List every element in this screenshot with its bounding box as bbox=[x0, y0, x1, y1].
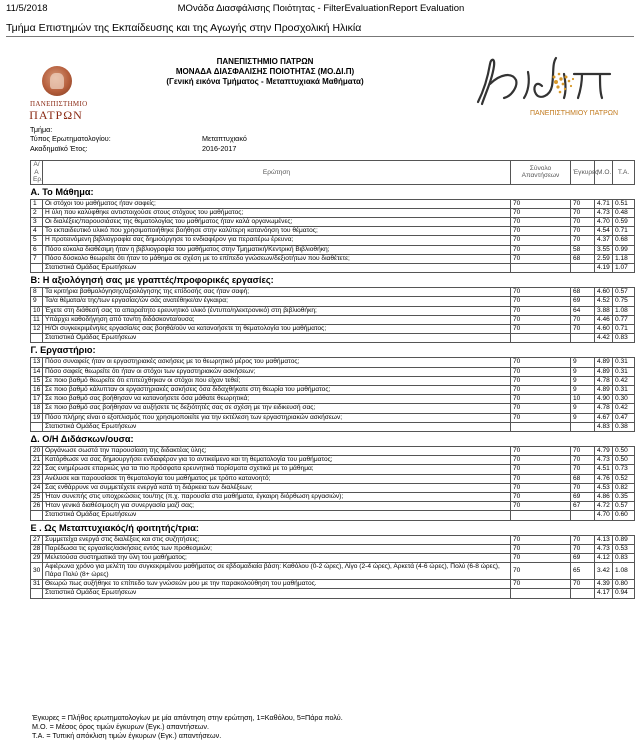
mean-value: 4.60 bbox=[595, 288, 613, 297]
mean-value: 4.73 bbox=[595, 456, 613, 465]
question-text: Οι στόχοι του μαθήματος ήταν σαφείς; bbox=[43, 199, 511, 208]
legend-line: Έγκυρες = Πλήθος ερωτηματολογίων με μία απάντηση στην ερώτηση, 1=Καθόλου, 5=Πάρα πολύ. bbox=[32, 713, 343, 722]
std-dev-value: 0.83 bbox=[613, 554, 635, 563]
valid-answers: 9 bbox=[571, 385, 595, 394]
valid-answers: 70 bbox=[571, 544, 595, 553]
mean-value: 4.52 bbox=[595, 297, 613, 306]
question-number: 8 bbox=[31, 288, 43, 297]
meta-value: 2016-2017 bbox=[202, 143, 237, 153]
valid-answers: 68 bbox=[571, 254, 595, 263]
question-number: 1 bbox=[31, 199, 43, 208]
total-answers: 70 bbox=[511, 413, 571, 422]
section-statistics-row bbox=[31, 334, 635, 343]
valid-answers: 70 bbox=[571, 208, 595, 217]
total-answers: 70 bbox=[511, 288, 571, 297]
table-row bbox=[31, 465, 635, 474]
column-header-mean: Μ.Ο. bbox=[595, 161, 613, 185]
statistics-mean: 4.19 bbox=[595, 263, 613, 272]
mean-value: 4.86 bbox=[595, 492, 613, 501]
question-number: 17 bbox=[31, 395, 43, 404]
statistics-mean: 4.42 bbox=[595, 334, 613, 343]
empty-cell bbox=[571, 263, 595, 272]
column-header-question: Ερώτηση bbox=[43, 161, 511, 185]
table-row bbox=[31, 544, 635, 553]
empty-cell bbox=[571, 511, 595, 520]
question-text: Η προτεινόμενη βιβλιογραφία σας δημιούργησε το ενδιαφέρον για περαιτέρω έρευνα; bbox=[43, 236, 511, 245]
university-logo-line1: ΠΑΝΕΠΙΣΤΗΜΙΟ bbox=[30, 100, 88, 108]
mean-value: 4.70 bbox=[595, 217, 613, 226]
valid-answers: 70 bbox=[571, 580, 595, 589]
question-number: 23 bbox=[31, 474, 43, 483]
statistics-label: Στατιστικά Ομάδας Ερωτήσεων bbox=[43, 422, 511, 431]
total-answers: 70 bbox=[511, 474, 571, 483]
empty-cell bbox=[31, 263, 43, 272]
valid-answers: 69 bbox=[571, 297, 595, 306]
statistics-mean: 4.70 bbox=[595, 511, 613, 520]
table-row bbox=[31, 358, 635, 367]
valid-answers: 70 bbox=[571, 324, 595, 333]
question-number: 5 bbox=[31, 236, 43, 245]
mean-value: 3.55 bbox=[595, 245, 613, 254]
question-number: 9 bbox=[31, 297, 43, 306]
valid-answers: 70 bbox=[571, 446, 595, 455]
question-text: Παρέδωσα τις εργασίες/ασκήσεις εντός των προθεσμιών; bbox=[43, 544, 511, 553]
table-row bbox=[31, 254, 635, 263]
question-text: Πόσο πλήρης είναι ο εξοπλισμός που χρησιμοποιείτε για την εκτέλεση των εργαστηριακών ασκήσεων; bbox=[43, 413, 511, 422]
table-body bbox=[31, 184, 635, 598]
table-row bbox=[31, 236, 635, 245]
total-answers: 70 bbox=[511, 535, 571, 544]
question-text: Ήταν συνεπής στις υποχρεώσεις του/της (π.χ. παρουσία στα μαθήματα, έγκαιρη διόρθωση εργασιών); bbox=[43, 492, 511, 501]
table-row bbox=[31, 456, 635, 465]
question-text: Πόσο εύκολα διαθέσιμη ήταν η βιβλιογραφία του μαθήματος στην Τμηματική/Κεντρική Βιβλιοθήκη; bbox=[43, 245, 511, 254]
std-dev-value: 0.57 bbox=[613, 502, 635, 511]
total-answers: 70 bbox=[511, 483, 571, 492]
total-answers: 70 bbox=[511, 315, 571, 324]
question-text: Σας ενημέρωσε επαρκώς για τα πιο πρόσφατα ερευνητικά πορίσματα σχετικά με το μάθημα; bbox=[43, 465, 511, 474]
table-row bbox=[31, 474, 635, 483]
valid-answers: 9 bbox=[571, 404, 595, 413]
meta-value: Μεταπτυχιακό bbox=[202, 134, 247, 144]
valid-answers: 70 bbox=[571, 483, 595, 492]
statistics-std-dev: 1.07 bbox=[613, 263, 635, 272]
total-answers: 70 bbox=[511, 367, 571, 376]
mean-value: 4.60 bbox=[595, 324, 613, 333]
question-number: 22 bbox=[31, 465, 43, 474]
meta-label: Ακαδημαϊκό Έτος: bbox=[30, 143, 88, 153]
section-statistics-row bbox=[31, 589, 635, 598]
valid-answers: 70 bbox=[571, 465, 595, 474]
question-text: Σε ποιο βαθμό σας βοήθησαν να αυξήσετε τις δεξιότητές σας σε σχέση με την ειδικευσή σας; bbox=[43, 404, 511, 413]
question-number: 16 bbox=[31, 385, 43, 394]
empty-cell bbox=[511, 589, 571, 598]
total-answers: 70 bbox=[511, 563, 571, 580]
table-row bbox=[31, 245, 635, 254]
question-text: Συμμετείχα ενεργά στις διαλέξεις και στις συζητήσεις; bbox=[43, 535, 511, 544]
evaluation-table bbox=[30, 160, 635, 599]
std-dev-value: 0.71 bbox=[613, 227, 635, 236]
table-row bbox=[31, 535, 635, 544]
std-dev-value: 0.51 bbox=[613, 199, 635, 208]
total-answers: 70 bbox=[511, 580, 571, 589]
question-number: 4 bbox=[31, 227, 43, 236]
statistics-std-dev: 0.94 bbox=[613, 589, 635, 598]
legend-line: Τ.Α. = Τυπική απόκλιση τιμών έγκυρων (Εγκ.) απαντήσεων. bbox=[32, 731, 222, 741]
question-number: 18 bbox=[31, 404, 43, 413]
statistics-label: Στατιστικά Ομάδας Ερωτήσεων bbox=[43, 334, 511, 343]
valid-answers: 68 bbox=[571, 288, 595, 297]
valid-answers: 68 bbox=[571, 474, 595, 483]
table-row bbox=[31, 395, 635, 404]
total-answers: 70 bbox=[511, 227, 571, 236]
question-number: 2 bbox=[31, 208, 43, 217]
table-row bbox=[31, 492, 635, 501]
mean-value: 4.46 bbox=[595, 315, 613, 324]
question-number: 24 bbox=[31, 483, 43, 492]
question-number: 10 bbox=[31, 306, 43, 315]
total-answers: 70 bbox=[511, 385, 571, 394]
table-row bbox=[31, 324, 635, 333]
empty-cell bbox=[571, 334, 595, 343]
empty-cell bbox=[511, 511, 571, 520]
statistics-mean: 4.83 bbox=[595, 422, 613, 431]
question-number: 6 bbox=[31, 245, 43, 254]
valid-answers: 10 bbox=[571, 395, 595, 404]
table-row bbox=[31, 217, 635, 226]
mean-value: 4.73 bbox=[595, 544, 613, 553]
question-text: Υπάρχει καθοδήγηση από τον/τη διδάσκοντα/ουσα; bbox=[43, 315, 511, 324]
std-dev-value: 0.35 bbox=[613, 492, 635, 501]
table-row bbox=[31, 446, 635, 455]
empty-cell bbox=[31, 422, 43, 431]
question-text: Κατόρθωσε να σας δημιουργήσει ενδιαφέρον για το αντικείμενο και τη θεματολογία του μαθήματος; bbox=[43, 456, 511, 465]
column-header-aa: Α/Α Ερ. bbox=[31, 161, 43, 185]
std-dev-value: 0.48 bbox=[613, 208, 635, 217]
std-dev-value: 0.89 bbox=[613, 535, 635, 544]
table-row bbox=[31, 227, 635, 236]
empty-cell bbox=[511, 422, 571, 431]
table-row bbox=[31, 315, 635, 324]
valid-answers: 9 bbox=[571, 358, 595, 367]
legend-line: Μ.Ο. = Μέσος όρος τιμών έγκυρων (Εγκ.) απαντήσεων. bbox=[32, 722, 209, 732]
report-header-line3: (Γενική εικόνα Τμήματος - Μεταπτυχιακά Μαθήματα) bbox=[166, 77, 364, 86]
total-answers: 70 bbox=[511, 502, 571, 511]
table-row bbox=[31, 288, 635, 297]
valid-answers: 69 bbox=[571, 492, 595, 501]
mean-value: 4.71 bbox=[595, 199, 613, 208]
table-row bbox=[31, 580, 635, 589]
section-title: Γ. Εργαστήριο: bbox=[30, 345, 96, 356]
question-text: Οι διαλέξεις/παρουσιάσεις της θεματολογίας του μαθήματος ήταν καλά οργανωμένες; bbox=[43, 217, 511, 226]
table-row bbox=[31, 483, 635, 492]
section-statistics-row bbox=[31, 511, 635, 520]
total-answers: 70 bbox=[511, 217, 571, 226]
question-number: 13 bbox=[31, 358, 43, 367]
total-answers: 70 bbox=[511, 395, 571, 404]
total-answers: 70 bbox=[511, 376, 571, 385]
std-dev-value: 0.80 bbox=[613, 580, 635, 589]
legend-notes bbox=[32, 713, 343, 741]
header-divider bbox=[6, 36, 634, 37]
statistics-std-dev: 0.38 bbox=[613, 422, 635, 431]
question-number: 26 bbox=[31, 502, 43, 511]
std-dev-value: 0.73 bbox=[613, 465, 635, 474]
mean-value: 4.73 bbox=[595, 208, 613, 217]
question-number: 31 bbox=[31, 580, 43, 589]
question-text: Σας ενθάρρυνε να συμμετέχετε ενεργά κατά τη διάρκεια των διαλέξεων; bbox=[43, 483, 511, 492]
table-row bbox=[31, 306, 635, 315]
question-number: 15 bbox=[31, 376, 43, 385]
section-heading-row bbox=[31, 431, 635, 446]
report-header-line1: ΠΑΝΕΠΙΣΤΗΜΙΟ ΠΑΤΡΩΝ bbox=[216, 57, 314, 66]
question-number: 28 bbox=[31, 544, 43, 553]
valid-answers: 64 bbox=[571, 306, 595, 315]
section-title: Β: Η αξιολόγησή σας με γραπτές/προφορικές εργασίες: bbox=[30, 275, 274, 286]
mean-value: 4.89 bbox=[595, 385, 613, 394]
section-title: Δ. Ο/Η Διδάσκων/ουσα: bbox=[30, 433, 134, 444]
valid-answers: 70 bbox=[571, 199, 595, 208]
question-text: Πόσο δύσκολο θεωρείτε ότι ήταν το μάθημα σε σχέση με το επίπεδο γνώσεων/δεξιοτήτων που διαθέτετε; bbox=[43, 254, 511, 263]
total-answers: 70 bbox=[511, 404, 571, 413]
empty-cell bbox=[571, 589, 595, 598]
question-number: 14 bbox=[31, 367, 43, 376]
total-answers: 70 bbox=[511, 297, 571, 306]
question-number: 11 bbox=[31, 315, 43, 324]
section-heading-row bbox=[31, 343, 635, 358]
std-dev-value: 0.31 bbox=[613, 367, 635, 376]
total-answers: 70 bbox=[511, 446, 571, 455]
table-row bbox=[31, 385, 635, 394]
meta-label: Τμήμα: bbox=[30, 125, 53, 134]
valid-answers: 70 bbox=[571, 227, 595, 236]
question-number: 3 bbox=[31, 217, 43, 226]
total-answers: 70 bbox=[511, 465, 571, 474]
question-text: Μελετούσα συστηματικά την ύλη του μαθήματος; bbox=[43, 554, 511, 563]
valid-answers: 58 bbox=[571, 245, 595, 254]
std-dev-value: 0.47 bbox=[613, 413, 635, 422]
valid-answers: 70 bbox=[571, 535, 595, 544]
statistics-label: Στατιστικά Ομάδας Ερωτήσεων bbox=[43, 511, 511, 520]
std-dev-value: 0.31 bbox=[613, 385, 635, 394]
section-heading-row bbox=[31, 520, 635, 535]
mean-value: 4.90 bbox=[595, 395, 613, 404]
question-text: Έχετε στη διάθεσή σας το απαραίτητο ερευνητικό υλικό (έντυπο/ηλεκτρονικό) στη βιβλιοθήκη; bbox=[43, 306, 511, 315]
question-text: Σε ποιο βαθμό θεωρείτε ότι επιτεύχθηκαν οι στόχοι που είχαν τεθεί; bbox=[43, 376, 511, 385]
mean-value: 4.54 bbox=[595, 227, 613, 236]
question-text: Πόσο σαφείς θεωρείτε ότι ήταν οι στόχοι των εργαστηριακών ασκήσεων; bbox=[43, 367, 511, 376]
valid-answers: 70 bbox=[571, 217, 595, 226]
valid-answers: 70 bbox=[571, 315, 595, 324]
empty-cell bbox=[511, 263, 571, 272]
column-header-valid: Έγκυρες bbox=[571, 161, 595, 185]
print-title: ΜΟνάδα Διασφάλισης Ποιότητας - FilterEvaluationReport Evaluation bbox=[177, 3, 465, 14]
question-number: 19 bbox=[31, 413, 43, 422]
std-dev-value: 0.42 bbox=[613, 376, 635, 385]
std-dev-value: 0.53 bbox=[613, 544, 635, 553]
empty-cell bbox=[31, 589, 43, 598]
mean-value: 4.78 bbox=[595, 376, 613, 385]
std-dev-value: 0.71 bbox=[613, 324, 635, 333]
valid-answers: 69 bbox=[571, 554, 595, 563]
std-dev-value: 0.30 bbox=[613, 395, 635, 404]
empty-cell bbox=[31, 334, 43, 343]
section-heading-row bbox=[31, 273, 635, 288]
total-answers: 70 bbox=[511, 236, 571, 245]
mean-value: 2.59 bbox=[595, 254, 613, 263]
question-text: Ήταν γενικά διαθέσιμος/η για συνεργασία μαζί σας; bbox=[43, 502, 511, 511]
mean-value: 4.72 bbox=[595, 502, 613, 511]
mean-value: 4.51 bbox=[595, 465, 613, 474]
mean-value: 4.13 bbox=[595, 535, 613, 544]
mean-value: 4.79 bbox=[595, 446, 613, 455]
table-row bbox=[31, 502, 635, 511]
university-logo-line2: ΠΑΤΡΩΝ bbox=[29, 108, 83, 122]
mean-value: 4.37 bbox=[595, 236, 613, 245]
column-header-sd: Τ.Α. bbox=[613, 161, 635, 185]
question-number: 29 bbox=[31, 554, 43, 563]
valid-answers: 9 bbox=[571, 376, 595, 385]
print-date: 11/5/2018 bbox=[6, 3, 48, 14]
question-number: 25 bbox=[31, 492, 43, 501]
std-dev-value: 1.18 bbox=[613, 254, 635, 263]
std-dev-value: 1.08 bbox=[613, 306, 635, 315]
department-title: Τμήμα Επιστημών της Εκπαίδευσης και της Αγωγής στην Προσχολική Ηλικία bbox=[6, 22, 362, 34]
question-number: 7 bbox=[31, 254, 43, 263]
total-answers: 70 bbox=[511, 358, 571, 367]
total-answers: 70 bbox=[511, 254, 571, 263]
section-title: Α. Το Μάθημα: bbox=[30, 186, 94, 197]
modip-logo-caption: ΠΑΝΕΠΙΣΤΗΜΙΟΥ ΠΑΤΡΩΝ bbox=[530, 110, 619, 117]
total-answers: 70 bbox=[511, 492, 571, 501]
table-row bbox=[31, 199, 635, 208]
mean-value: 3.42 bbox=[595, 563, 613, 580]
mean-value: 4.78 bbox=[595, 404, 613, 413]
std-dev-value: 1.08 bbox=[613, 563, 635, 580]
table-row bbox=[31, 404, 635, 413]
std-dev-value: 0.52 bbox=[613, 474, 635, 483]
statistics-std-dev: 0.60 bbox=[613, 511, 635, 520]
table-row bbox=[31, 554, 635, 563]
question-number: 27 bbox=[31, 535, 43, 544]
std-dev-value: 0.59 bbox=[613, 217, 635, 226]
valid-answers: 9 bbox=[571, 367, 595, 376]
section-heading-row bbox=[31, 184, 635, 199]
total-answers: 70 bbox=[511, 208, 571, 217]
table-row bbox=[31, 297, 635, 306]
column-header-total: Σύνολο Απαντήσεων bbox=[511, 161, 571, 185]
question-text: Αφιέρωνα χρόνο για μελέτη του συγκεκριμένου μαθήματος σε εβδομαδιαία βάση: Καθόλου (0-2 ώρες), Λίγο (2-4 ώρες), Αρκετά (4-6 ώρες), Πολύ (6-8 ώρες), Πάρα Πολύ (8+ ώρες) bbox=[43, 563, 511, 580]
total-answers: 70 bbox=[511, 245, 571, 254]
section-statistics-row bbox=[31, 263, 635, 272]
total-answers: 70 bbox=[511, 324, 571, 333]
question-number: 20 bbox=[31, 446, 43, 455]
question-text: Πόσο συναφείς ήταν οι εργαστηριακές ασκήσεις με το θεωρητικό μέρος του μαθήματος; bbox=[43, 358, 511, 367]
table-row bbox=[31, 367, 635, 376]
question-text: Σε ποιο βαθμό σας βοήθησαν να κατανοήσετε όσα μάθατε θεωρητικά; bbox=[43, 395, 511, 404]
question-text: Η/Οι συγκεκριμένη/ες εργασία/ες σας βοηθά/ούν να κατανοήσετε τη θεματολογία του μαθήματος; bbox=[43, 324, 511, 333]
question-text: Τα κριτήρια βαθμολόγησης/αξιολόγησης της επίδοσής σας ήταν σαφή; bbox=[43, 288, 511, 297]
question-text: Οργάνωσε σωστά την παρουσίαση της διδακτέας ύλης; bbox=[43, 446, 511, 455]
std-dev-value: 0.50 bbox=[613, 446, 635, 455]
std-dev-value: 0.68 bbox=[613, 236, 635, 245]
std-dev-value: 0.77 bbox=[613, 315, 635, 324]
empty-cell bbox=[511, 334, 571, 343]
std-dev-value: 0.31 bbox=[613, 358, 635, 367]
table-row bbox=[31, 413, 635, 422]
question-number: 21 bbox=[31, 456, 43, 465]
table-row bbox=[31, 376, 635, 385]
modip-logo-mark-icon bbox=[470, 52, 620, 112]
std-dev-value: 0.99 bbox=[613, 245, 635, 254]
std-dev-value: 0.57 bbox=[613, 288, 635, 297]
mean-value: 3.88 bbox=[595, 306, 613, 315]
valid-answers: 9 bbox=[571, 413, 595, 422]
std-dev-value: 0.75 bbox=[613, 297, 635, 306]
statistics-label: Στατιστικά Ομάδας Ερωτήσεων bbox=[43, 263, 511, 272]
mean-value: 4.12 bbox=[595, 554, 613, 563]
total-answers: 70 bbox=[511, 199, 571, 208]
question-number: 12 bbox=[31, 324, 43, 333]
modip-logo bbox=[470, 52, 620, 122]
statistics-mean: 4.17 bbox=[595, 589, 613, 598]
section-title: Ε . Ως Μεταπτυχιακός/ή φοιτητής/τρια: bbox=[30, 522, 199, 533]
statistics-label: Στατιστικά Ομάδας Ερωτήσεων bbox=[43, 589, 511, 598]
question-number: 30 bbox=[31, 563, 43, 580]
empty-cell bbox=[571, 422, 595, 431]
question-text: Η ύλη που καλύφθηκε αντιστοιχούσε στους στόχους του μαθήματος; bbox=[43, 208, 511, 217]
mean-value: 4.89 bbox=[595, 358, 613, 367]
table-header-row bbox=[31, 161, 635, 185]
print-header bbox=[0, 0, 642, 18]
valid-answers: 70 bbox=[571, 456, 595, 465]
valid-answers: 65 bbox=[571, 563, 595, 580]
report-header bbox=[150, 57, 380, 87]
question-text: Θεωρώ πως αυξήθηκε το επίπεδο των γνώσεών μου με την παρακολούθηση του μαθήματος. bbox=[43, 580, 511, 589]
empty-cell bbox=[31, 511, 43, 520]
std-dev-value: 0.82 bbox=[613, 483, 635, 492]
mean-value: 4.67 bbox=[595, 413, 613, 422]
std-dev-value: 0.50 bbox=[613, 456, 635, 465]
table-row bbox=[31, 208, 635, 217]
question-text: Ανέλυσε και παρουσίασε τη θεματολογία του μαθήματος με τρόπο κατανοητό; bbox=[43, 474, 511, 483]
valid-answers: 67 bbox=[571, 502, 595, 511]
question-text: Σε ποιο βαθμό κάλυπταν οι εργαστηριακές ασκήσεις όσα διδαχθήκατε στη θεωρία του μαθήματος; bbox=[43, 385, 511, 394]
university-logo bbox=[28, 60, 88, 130]
mean-value: 4.89 bbox=[595, 367, 613, 376]
valid-answers: 70 bbox=[571, 236, 595, 245]
total-answers: 70 bbox=[511, 306, 571, 315]
question-text: Το εκπαιδευτικό υλικό που χρησιμοποιήθηκε βοήθησε στην καλύτερη κατανόηση του θέματος; bbox=[43, 227, 511, 236]
report-header-line2: ΜΟΝΑΔΑ ΔΙΑΣΦΑΛΙΣΗΣ ΠΟΙΟΤΗΤΑΣ (ΜΟ.ΔΙ.Π) bbox=[175, 67, 355, 76]
total-answers: 70 bbox=[511, 544, 571, 553]
meta-label: Τύπος Ερωτηματολογίου: bbox=[30, 134, 111, 144]
question-text: Τα/α θέματα/α της/των εργασίας/ών σάς ανατέθηκε/αν έγκαιρα; bbox=[43, 297, 511, 306]
mean-value: 4.39 bbox=[595, 580, 613, 589]
total-answers: 70 bbox=[511, 456, 571, 465]
section-statistics-row bbox=[31, 422, 635, 431]
total-answers: 70 bbox=[511, 554, 571, 563]
statistics-std-dev: 0.83 bbox=[613, 334, 635, 343]
std-dev-value: 0.42 bbox=[613, 404, 635, 413]
mean-value: 4.76 bbox=[595, 474, 613, 483]
mean-value: 4.53 bbox=[595, 483, 613, 492]
table-row bbox=[31, 563, 635, 580]
